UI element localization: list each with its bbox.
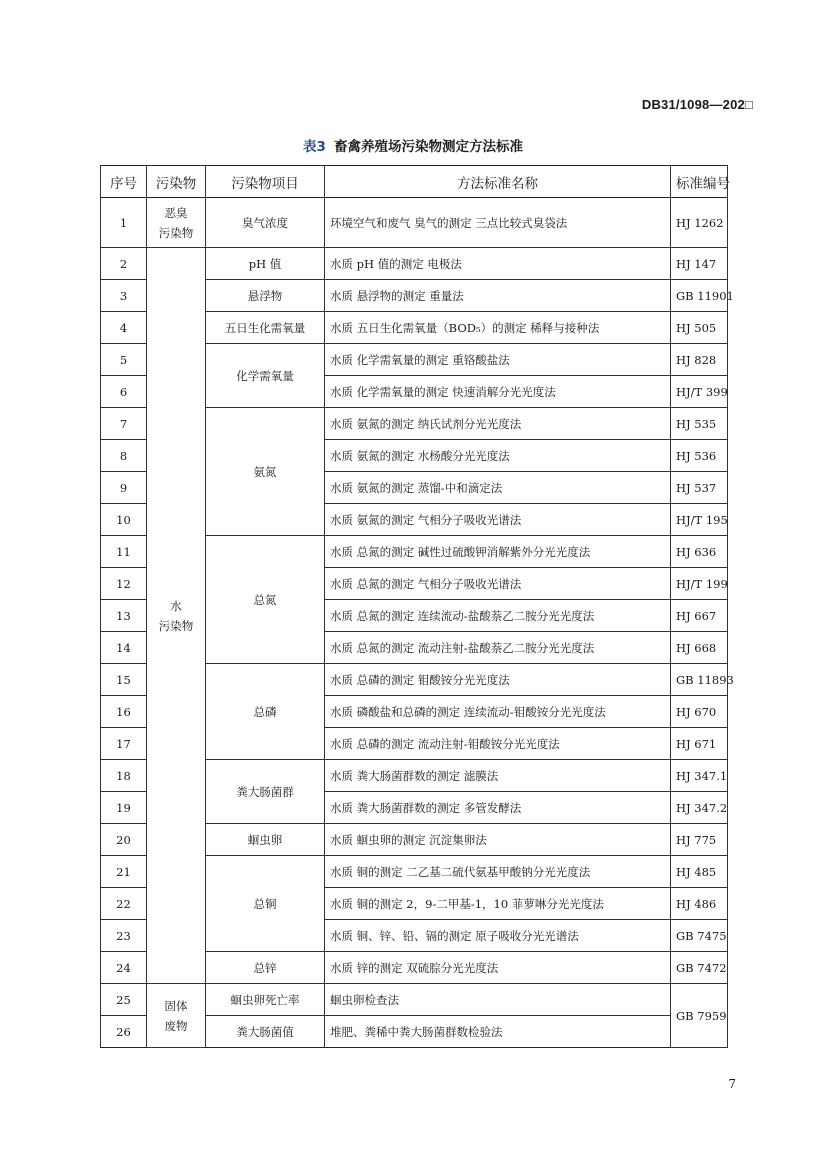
method-name: 水质 铜的测定 二乙基二硫代氨基甲酸钠分光光度法 — [325, 856, 671, 888]
table-header-row — [101, 166, 728, 198]
method-name: 水质 氨氮的测定 纳氏试剂分光光度法 — [325, 408, 671, 440]
standard-code: GB 11901 — [671, 280, 728, 312]
standard-code: HJ 670 — [671, 696, 728, 728]
row-no: 9 — [101, 472, 147, 504]
standard-code: HJ 536 — [671, 440, 728, 472]
row-no: 19 — [101, 792, 147, 824]
row-no: 17 — [101, 728, 147, 760]
item-bod5: 五日生化需氧量 — [206, 312, 325, 344]
standard-code: HJ/T 195 — [671, 504, 728, 536]
method-name: 水质 pH 值的测定 电极法 — [325, 248, 671, 280]
item-total-nitrogen: 总氮 — [206, 536, 325, 664]
method-name: 水质 总氮的测定 流动注射-盐酸萘乙二胺分光光度法 — [325, 632, 671, 664]
item-total-copper: 总铜 — [206, 856, 325, 952]
table-caption — [0, 135, 826, 155]
item-ss: 悬浮物 — [206, 280, 325, 312]
item-fecal-coliform-value: 粪大肠菌值 — [206, 1016, 325, 1048]
item-total-zinc: 总锌 — [206, 952, 325, 984]
standard-code: GB 7959 — [671, 984, 728, 1048]
row-no: 5 — [101, 344, 147, 376]
method-name: 水质 粪大肠菌群数的测定 滤膜法 — [325, 760, 671, 792]
standard-code: HJ 636 — [671, 536, 728, 568]
pollutant-solid-waste — [147, 984, 206, 1048]
standard-code: HJ 668 — [671, 632, 728, 664]
row-no: 21 — [101, 856, 147, 888]
pollutant-water — [147, 248, 206, 984]
table-number: 表3 — [303, 139, 326, 155]
standard-code: HJ 147 — [671, 248, 728, 280]
method-name: 水质 悬浮物的测定 重量法 — [325, 280, 671, 312]
row-no: 22 — [101, 888, 147, 920]
standard-code: HJ 347.1 — [671, 760, 728, 792]
standards-table — [100, 165, 734, 1048]
pollutant-label: 固体 — [164, 998, 188, 1013]
method-name: 水质 氨氮的测定 气相分子吸收光谱法 — [325, 504, 671, 536]
row-no: 16 — [101, 696, 147, 728]
row-no: 14 — [101, 632, 147, 664]
standard-code: HJ 485 — [671, 856, 728, 888]
standard-code: HJ 505 — [671, 312, 728, 344]
standard-code: HJ 486 — [671, 888, 728, 920]
standard-code: HJ/T 199 — [671, 568, 728, 600]
row-no: 13 — [101, 600, 147, 632]
standard-code: HJ 1262 — [671, 198, 728, 248]
header-code: 标准编号 — [671, 166, 728, 198]
standard-code: HJ 671 — [671, 728, 728, 760]
method-name: 水质 总氮的测定 连续流动-盐酸萘乙二胺分光光度法 — [325, 600, 671, 632]
row-no: 11 — [101, 536, 147, 568]
pollutant-label: 水 — [170, 598, 182, 613]
pollutant-odor — [147, 198, 206, 248]
header-no: 序号 — [101, 166, 147, 198]
method-name: 水质 铜的测定 2，9-二甲基-1，10 菲萝啉分光光度法 — [325, 888, 671, 920]
method-name: 水质 总磷的测定 流动注射-钼酸铵分光光度法 — [325, 728, 671, 760]
method-name: 水质 氨氮的测定 水杨酸分光光度法 — [325, 440, 671, 472]
row-no: 3 — [101, 280, 147, 312]
row-no: 8 — [101, 440, 147, 472]
standard-code: GB 7472 — [671, 952, 728, 984]
header-pollutant: 污染物 — [147, 166, 206, 198]
pollutant-label: 污染物 — [158, 225, 194, 240]
row-no: 24 — [101, 952, 147, 984]
item-ascaris-egg-death-rate: 蛔虫卵死亡率 — [206, 984, 325, 1016]
pollutant-label: 污染物 — [158, 618, 194, 633]
standard-code: GB 11893 — [671, 664, 728, 696]
method-name: 水质 蛔虫卵的测定 沉淀集卵法 — [325, 824, 671, 856]
method-name: 水质 总氮的测定 碱性过硫酸钾消解紫外分光光度法 — [325, 536, 671, 568]
standard-code: HJ 775 — [671, 824, 728, 856]
method-name: 蛔虫卵检查法 — [325, 984, 671, 1016]
method-name: 环境空气和废气 臭气的测定 三点比较式臭袋法 — [325, 198, 671, 248]
method-name: 水质 磷酸盐和总磷的测定 连续流动-钼酸铵分光光度法 — [325, 696, 671, 728]
standard-code: HJ 347.2 — [671, 792, 728, 824]
header-method: 方法标准名称 — [325, 166, 671, 198]
method-name: 水质 粪大肠菌群数的测定 多管发酵法 — [325, 792, 671, 824]
row-no: 15 — [101, 664, 147, 696]
method-name: 水质 总磷的测定 钼酸铵分光光度法 — [325, 664, 671, 696]
item-ph: pH 值 — [206, 248, 325, 280]
method-name: 水质 铜、锌、铅、镉的测定 原子吸收分光光谱法 — [325, 920, 671, 952]
row-no: 26 — [101, 1016, 147, 1048]
standard-code: HJ/T 399 — [671, 376, 728, 408]
pollutant-label: 废物 — [164, 1018, 188, 1033]
method-name: 水质 五日生化需氧量（BOD₅）的测定 稀释与接种法 — [325, 312, 671, 344]
item-cod: 化学需氧量 — [206, 344, 325, 408]
row-no: 18 — [101, 760, 147, 792]
row-no: 4 — [101, 312, 147, 344]
header-item: 污染物项目 — [206, 166, 325, 198]
page-number: 7 — [728, 1077, 736, 1091]
standard-code: HJ 535 — [671, 408, 728, 440]
method-name: 水质 总氮的测定 气相分子吸收光谱法 — [325, 568, 671, 600]
standard-code: HJ 537 — [671, 472, 728, 504]
table-row — [101, 248, 728, 280]
row-no: 20 — [101, 824, 147, 856]
table-row — [101, 198, 728, 248]
row-no: 12 — [101, 568, 147, 600]
row-no: 7 — [101, 408, 147, 440]
method-name: 水质 氨氮的测定 蒸馏-中和滴定法 — [325, 472, 671, 504]
item-total-phosphorus: 总磷 — [206, 664, 325, 760]
row-no: 1 — [101, 198, 147, 248]
row-no: 10 — [101, 504, 147, 536]
row-no: 25 — [101, 984, 147, 1016]
standard-code: HJ 667 — [671, 600, 728, 632]
item-ascaris-egg: 蛔虫卵 — [206, 824, 325, 856]
document-code: DB31/1098—202□ — [641, 97, 753, 112]
method-name: 水质 锌的测定 双硫腙分光光度法 — [325, 952, 671, 984]
item-odor-concentration: 臭气浓度 — [206, 198, 325, 248]
table-title: 畜禽养殖场污染物测定方法标准 — [333, 139, 523, 155]
standard-code: GB 7475 — [671, 920, 728, 952]
item-ammonia-nitrogen: 氨氮 — [206, 408, 325, 536]
row-no: 2 — [101, 248, 147, 280]
pollutant-label: 恶臭 — [164, 205, 188, 220]
standard-code: HJ 828 — [671, 344, 728, 376]
row-no: 6 — [101, 376, 147, 408]
row-no: 23 — [101, 920, 147, 952]
method-name: 堆肥、粪稀中粪大肠菌群数检验法 — [325, 1016, 671, 1048]
item-fecal-coliform: 粪大肠菌群 — [206, 760, 325, 824]
method-name: 水质 化学需氧量的测定 快速消解分光光度法 — [325, 376, 671, 408]
table-row — [101, 984, 728, 1016]
method-name: 水质 化学需氧量的测定 重铬酸盐法 — [325, 344, 671, 376]
